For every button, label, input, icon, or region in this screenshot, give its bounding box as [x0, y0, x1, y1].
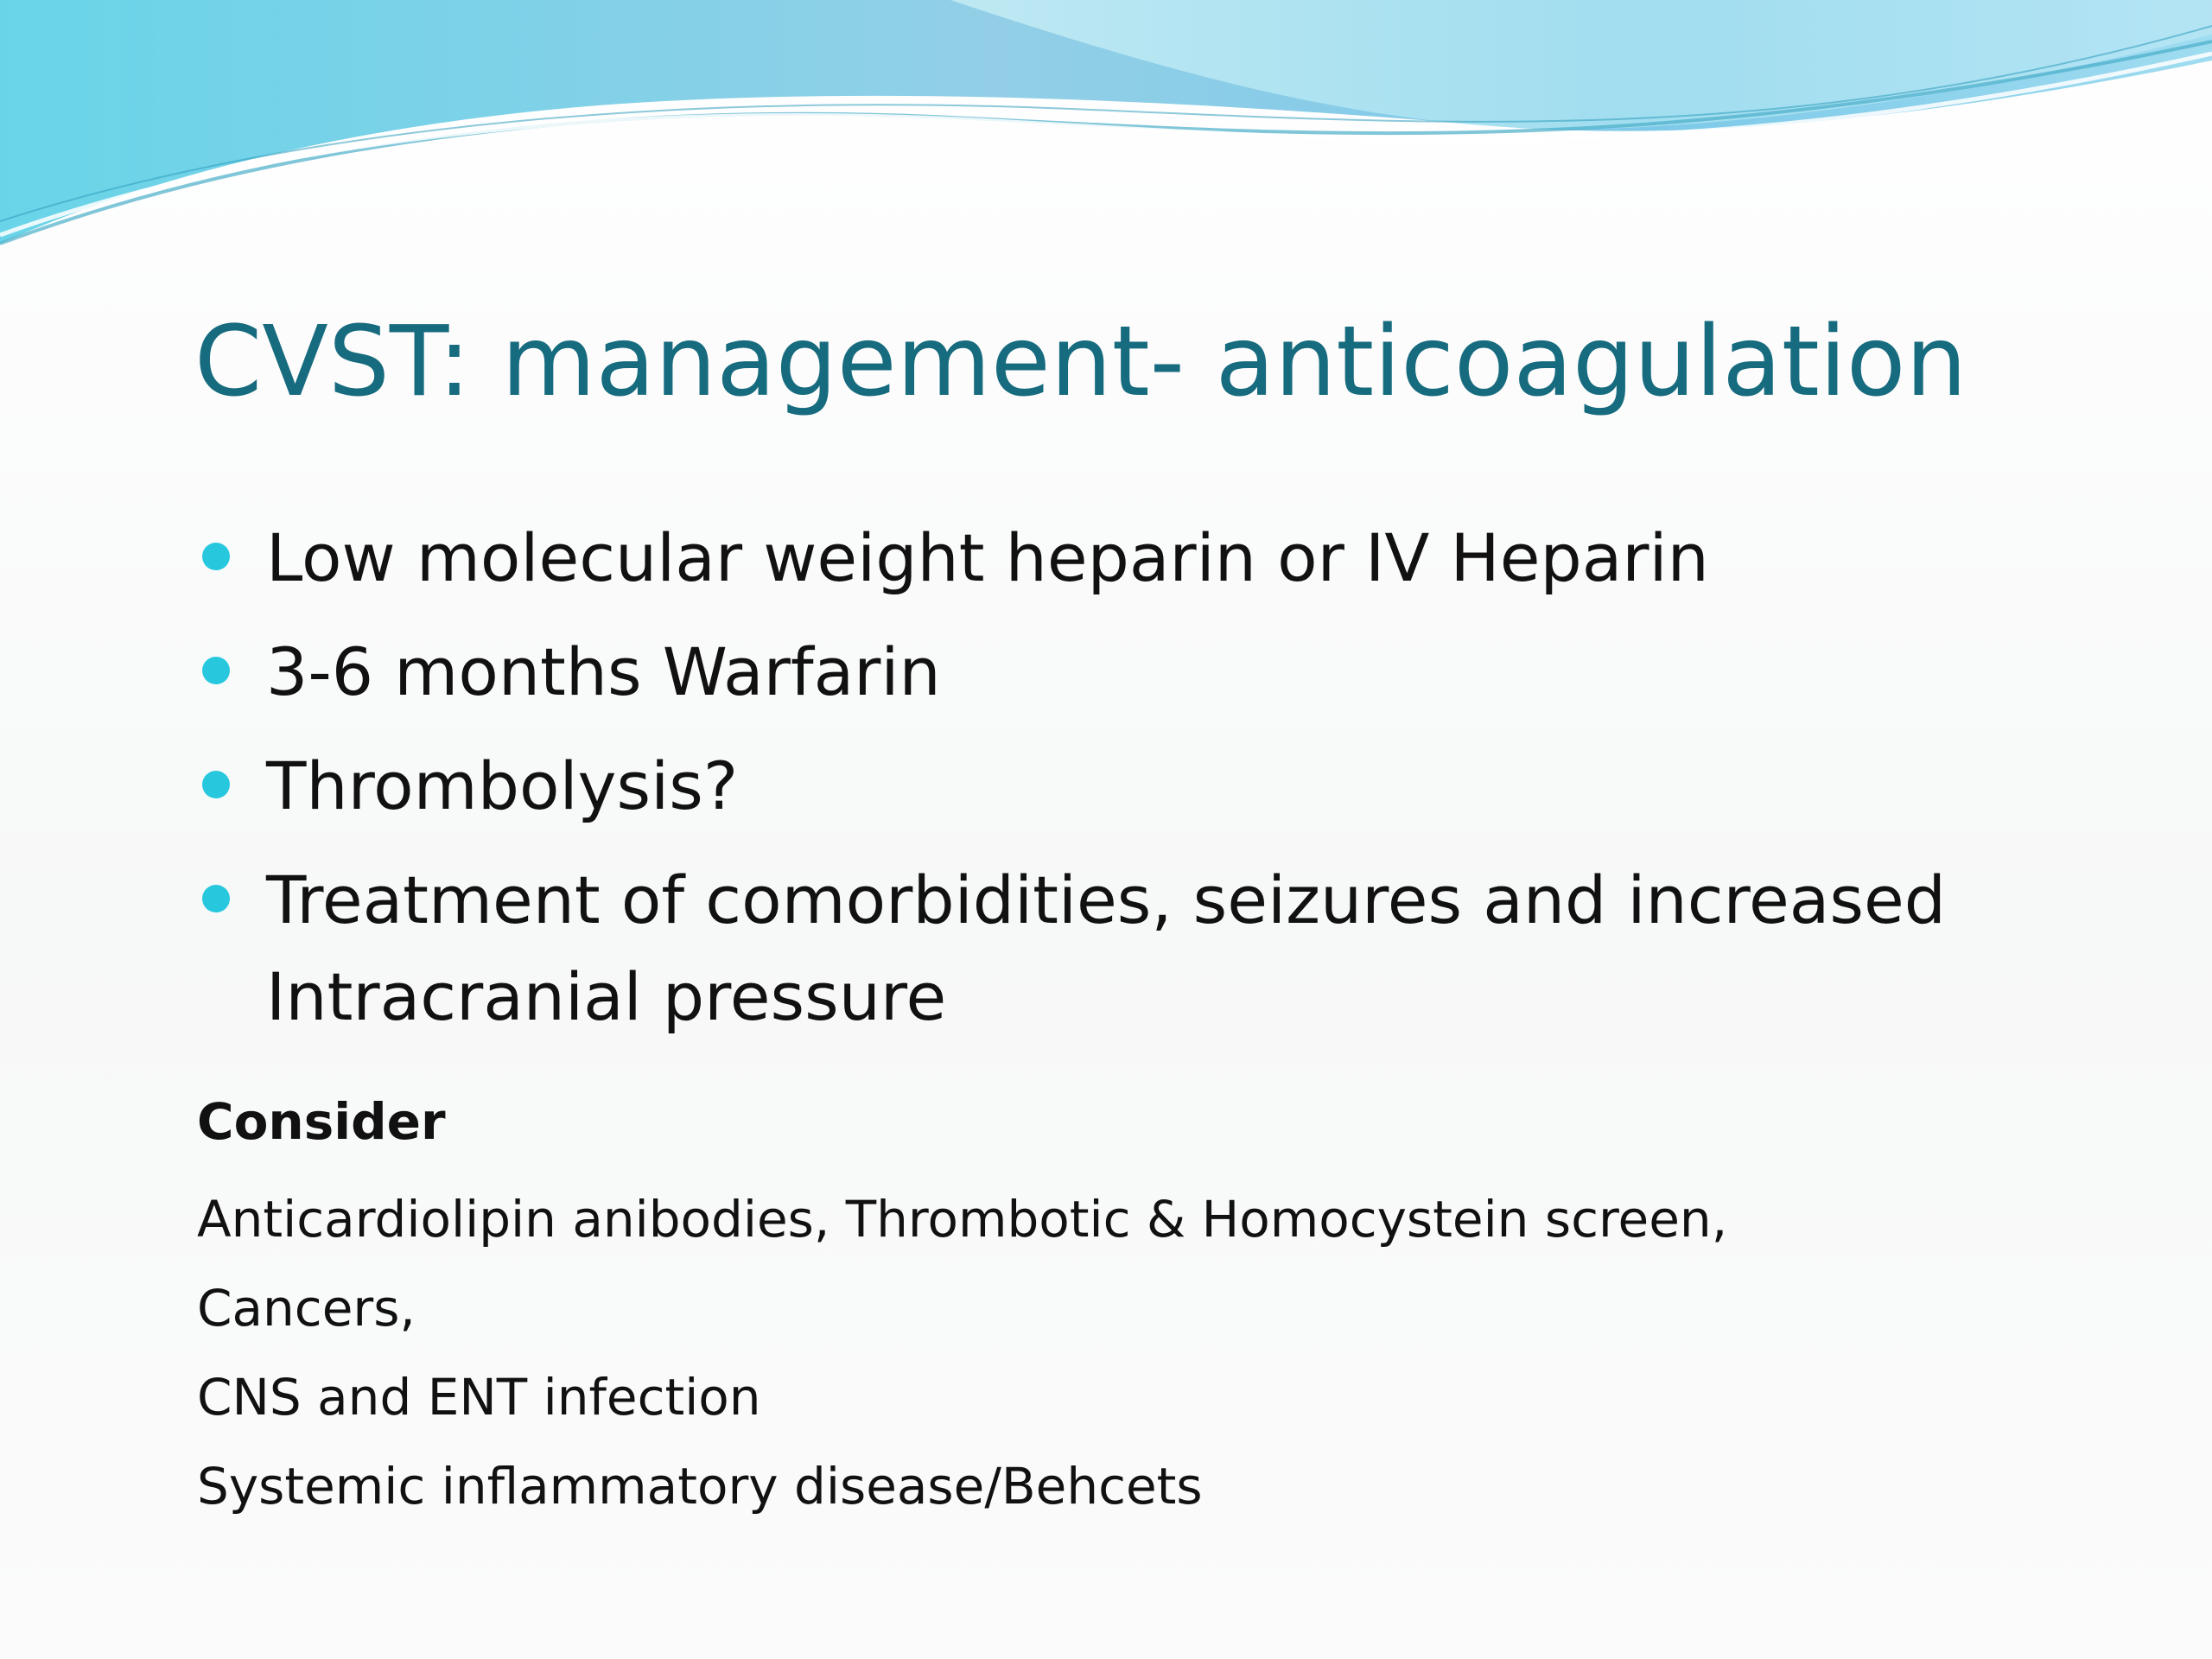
consider-item-inflammatory: Systemic inflammatory disease/Behcets	[197, 1457, 1203, 1516]
consider-item-screen: Anticardiolipin anibodies, Thrombotic & Homocystein screen,	[197, 1190, 1728, 1249]
bullet-dot-icon	[202, 771, 230, 798]
bullet-warfarin	[200, 624, 2058, 721]
bullet-thrombolysis	[200, 738, 2058, 835]
bullet-list	[200, 510, 2058, 1063]
consider-item-infection: CNS and ENT infection	[197, 1368, 761, 1427]
consider-section	[197, 1087, 1925, 1531]
bullet-dot-icon	[202, 885, 230, 912]
slide-title: CVST: management- anticoagulation	[194, 306, 1967, 418]
bullet-text: Thrombolysis?	[266, 747, 739, 824]
bullet-heparin	[200, 510, 2058, 607]
bullet-dot-icon	[202, 657, 230, 684]
bullet-text: Low molecular weight heparin or IV Heparin	[266, 519, 1709, 596]
bullet-treatment	[200, 852, 2058, 1046]
bullet-text: 3-6 months Warfarin	[266, 633, 941, 710]
consider-item-cancers: Cancers,	[197, 1279, 416, 1338]
header-wave-decoration	[0, 0, 2212, 259]
bullet-dot-icon	[202, 543, 230, 570]
consider-heading: Consider	[197, 1092, 446, 1151]
bullet-text: Treatment of comorbidities, seizures and increased Intracranial pressure	[266, 861, 1946, 1035]
